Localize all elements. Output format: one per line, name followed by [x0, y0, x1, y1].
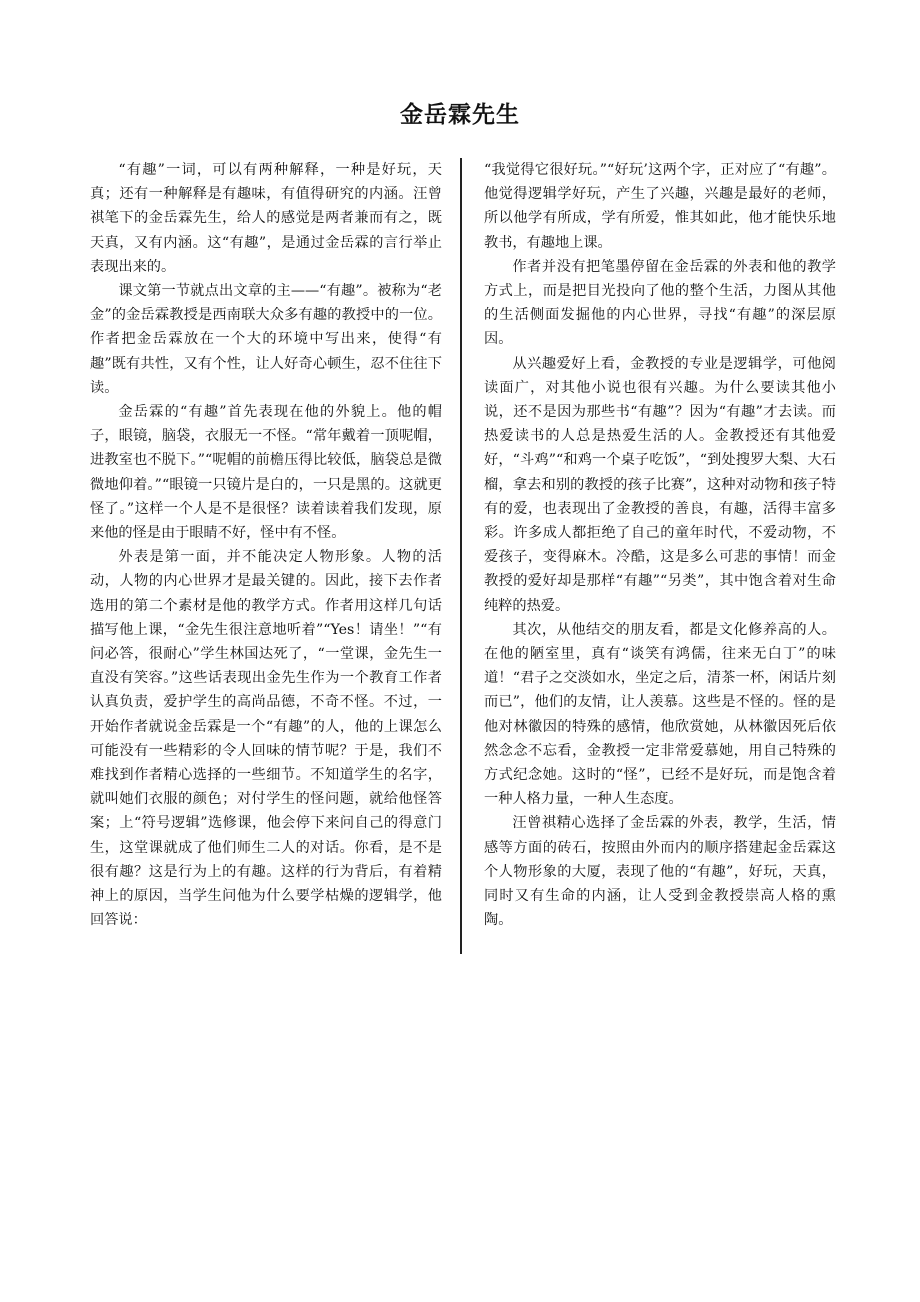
column-divider: [460, 158, 462, 954]
right-column: [484, 158, 836, 933]
paragraph: 作者并没有把笔墨停留在金岳霖的外表和他的教学方式上，而是把目光投向了他的整个生活，力图从其他的生活侧面发掘他的内心世界，寻找“有趣”的深层原因。: [484, 258, 836, 348]
paragraph: 外表是第一面，并不能决定人物形象。人物的活动，人物的内心世界才是最关键的。因此，接下去作者选用的第二个素材是他的教学方式。作者用这样几句话描写他上课，“金先生很注意地听着”“Yes！请坐！”“有问必答，很耐心”学生林国达死了，“一堂课，金先生一直没有笑容。”这些话表现出金先生作为一个教育工作者认真负责，爱护学生的高尚品德，不奇不怪。不过，一开始作者就说金岳霖是一个“有趣”的人，他的上课怎么可能没有一些精彩的令人回味的情节呢？于是，我们不难找到作者精心选择的一些细节。不知道学生的名字，就叫她们衣服的颜色；对付学生的怪问题，就给他怪答案；上“符号逻辑”选修课，他会停下来问自己的得意门生，这堂课就成了他们师生二人的对话。你看，是不是很有趣？这是行为上的有趣。这样的行为背后，有着精神上的原因，当学生问他为什么要学枯燥的逻辑学，他回答说：: [90, 549, 442, 929]
paragraph: 课文第一节就点出文章的主——“有趣”。被称为“老金”的金岳霖教授是西南联大众多有趣的教授中的一位。作者把金岳霖放在一个大的环境中写出来，使得“有趣”既有共性，又有个性，让人好奇心顿生，忍不住往下读。: [90, 283, 442, 396]
paragraph: “有趣”一词，可以有两种解释，一种是好玩，天真；还有一种解释是有趣味，有值得研究的内涵。汪曾祺笔下的金岳霖先生，给人的感觉是两者兼而有之，既天真，又有内涵。这“有趣”，是通过金岳霖的言行举止表现出来的。: [90, 162, 442, 275]
page-title: 金岳霖先生: [400, 102, 520, 128]
paragraph: 金岳霖的“有趣”首先表现在他的外貌上。他的帽子，眼镜，脑袋，衣服无一不怪。“常年戴着一顶呢帽，进教室也不脱下。”“呢帽的前檐压得比较低，脑袋总是微微地仰着。”“眼镜一只镜片是白的，一只是黑的。这就更怪了。”这样一个人是不是很怪？读着读着我们发现，原来他的怪是由于眼睛不好，怪中有不怪。: [90, 404, 442, 542]
left-column: [90, 158, 442, 933]
paragraph: 其次，从他结交的朋友看，都是文化修养高的人。在他的陋室里，真有“谈笑有鸿儒，往来无白丁”的味道！“君子之交淡如水，坐定之后，清茶一杯，闲话片刻而已”，他们的友情，让人羡慕。这些是不怪的。怪的是他对林徽因的特殊的感情，他欣赏她，从林徽因死后依然念念不忘看，金教授一定非常爱慕她，用自己特殊的方式纪念她。这时的“怪”，已经不是好玩，而是饱含着一种人格力量，一种人生态度。: [484, 621, 836, 808]
paragraph: 汪曾祺精心选择了金岳霖的外表，教学，生活，情感等方面的砖石，按照由外而内的顺序搭建起金岳霖这个人物形象的大厦，表现了他的“有趣”，好玩，天真，同时又有生命的内涵，让人受到金教授崇高人格的熏陶。: [484, 815, 836, 929]
paragraph: “我觉得它很好玩。”“好玩’这两个字，正对应了“有趣”。他觉得逻辑学好玩，产生了兴趣，兴趣是最好的老师，所以他学有所成，学有所爱，惟其如此，他才能快乐地教书，有趣地上课。: [484, 162, 836, 251]
paragraph: 从兴趣爱好上看，金教授的专业是逻辑学，可他阅读面广，对其他小说也很有兴趣。为什么要读其他小说，还不是因为那些书“有趣”？因为“有趣”才去读。而热爱读书的人总是热爱生活的人。金教授还有其他爱好，“斗鸡”“和鸡一个桌子吃饭”，“到处搜罗大梨、大石榴，拿去和别的教授的孩子比赛”，这种对动物和孩子特有的爱，也表现出了金教授的善良，有趣，活得丰富多彩。许多成人都拒绝了自己的童年时代，不爱动物，不爱孩子，变得麻木。冷酷，这是多么可悲的事情！而金教授的爱好却是那样“有趣”“另类”，其中饱含着对生命纯粹的热爱。: [484, 355, 836, 614]
